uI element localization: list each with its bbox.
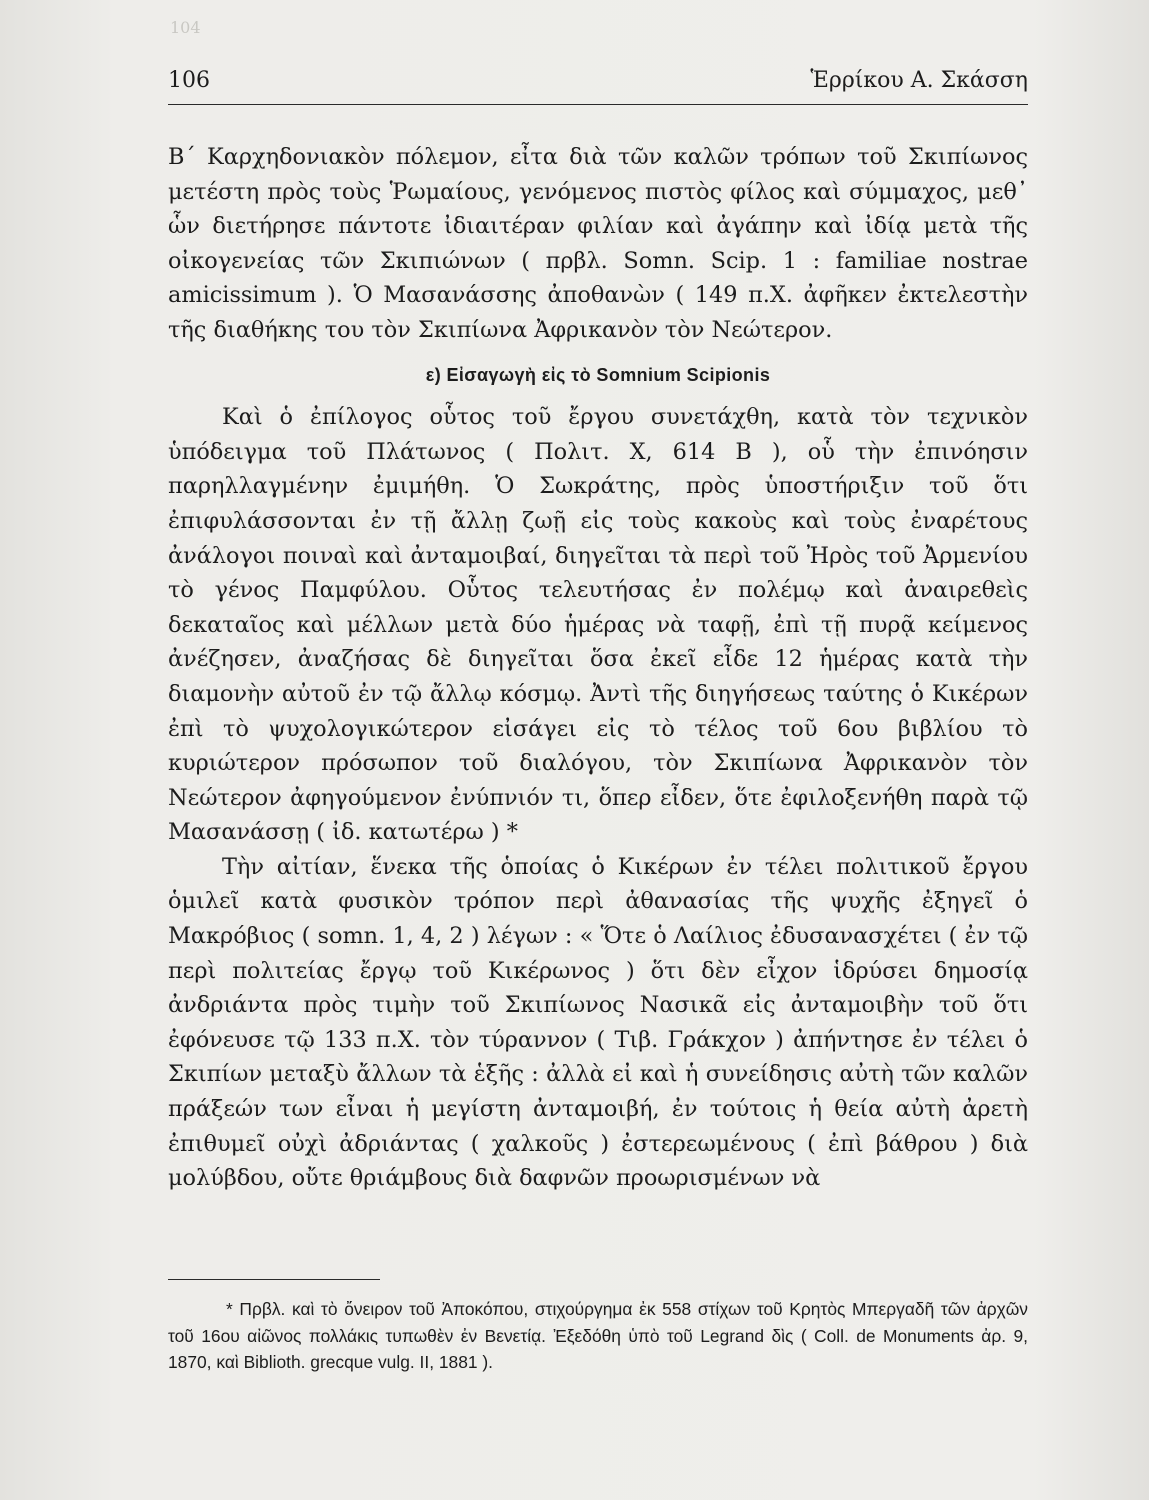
paragraph-continuation: Β΄ Καρχηδονιακὸν πόλεμον, εἶτα διὰ τῶν καλῶν τρόπων τοῦ Σκιπίωνος μετέστη πρὸς τοὺς Ῥωμαίους, γενόμενος πιστὸς φίλος καὶ σύμμαχος, μεθ᾿ ὧν διετήρησε πάντοτε ἰδιαιτέραν φιλίαν καὶ ἀγάπην καὶ ἰδίᾳ μετὰ τῆς οἰκογενείας τῶν Σκιπιώνων ( πρβλ. Somn. Scip. 1 : familiae nostrae amicissimum ). Ὁ Μασανάσσης ἀποθανὼν ( 149 π.Χ. ἀφῆκεν ἐκτελεστὴν τῆς διαθήκης του τὸν Σκιπίωνα Ἀφρικανὸν τὸν Νεώτερον.: [168, 144, 1028, 343]
footnote-text: * Πρβλ. καὶ τὸ ὄνειρον τοῦ Ἀποκόπου, στιχούργημα ἐκ 558 στίχων τοῦ Κρητὸς Μπεργαδῆ τῶν ἀρχῶν τοῦ 16ου αἰῶνος πολλάκις τυπωθὲν ἐν Βενετίᾳ. Ἐξεδόθη ὑπὸ τοῦ Legrand δὶς ( Coll. de Monuments ἀρ. 9, 1870, καὶ Biblioth. grecque vulg. II, 1881 ).: [168, 1299, 1028, 1372]
footnote-rule: [168, 1279, 380, 1280]
section-heading: ε) Εἰσαγωγὴ εἰς τὸ Somnium Scipionis: [425, 364, 771, 385]
bleed-through-page-number: 104: [170, 18, 201, 37]
body-text: [168, 140, 1028, 1196]
running-title: Ἑρρίκου Α. Σκάσση: [810, 68, 1028, 93]
header-rule: [168, 104, 1028, 105]
running-header: [168, 68, 1028, 93]
paragraph-macrobius: Τὴν αἰτίαν, ἕνεκα τῆς ὁποίας ὁ Κικέρων ἐν τέλει πολιτικοῦ ἔργου ὁμιλεῖ κατὰ φυσικὸν τρόπον περὶ ἀθανασίας τῆς ψυχῆς ἐξηγεῖ ὁ Μακρόβιος ( somn. 1, 4, 2 ) λέγων : « Ὅτε ὁ Λαίλιος ἐδυσανασχέτει ( ἐν τῷ περὶ πολιτείας ἔργῳ τοῦ Κικέρωνος ) ὅτι δὲν εἶχον ἱδρύσει δημοσίᾳ ἀνδριάντα πρὸς τιμὴν τοῦ Σκιπίωνος Νασικᾶ εἰς ἀνταμοιβὴν τοῦ ὅτι ἐφόνευσε τῷ 133 π.Χ. τὸν τύραννον ( Τιβ. Γράκχον ) ἀπήντησε ἐν τέλει ὁ Σκιπίων μεταξὺ ἄλλων τὰ ἑξῆς : ἀλλὰ εἰ καὶ ἡ συνείδησις αὐτὴ τῶν καλῶν πράξεών των εἶναι ἡ μεγίστη ἀνταμοιβή, ἐν τούτοις ἡ θεία αὐτὴ ἀρετὴ ἐπιθυμεῖ οὐχὶ ἀδριάντας ( χαλκοῦς ) ἐστερεωμένους ( ἐπὶ βάθρου ) διὰ μολύβδου, οὔτε θριάμβους διὰ δαφνῶν προωρισμένων νὰ: [168, 853, 1028, 1192]
paragraph-introduction: Καὶ ὁ ἐπίλογος οὗτος τοῦ ἔργου συνετάχθη, κατὰ τὸν τεχνικὸν ὑπόδειγμα τοῦ Πλάτωνος ( Πολιτ. Χ, 614 Β ), οὗ τὴν ἐπινόησιν παρηλλαγμένην ἐμιμήθη. Ὁ Σωκράτης, πρὸς ὑποστήριξιν τοῦ ὅτι ἐπιφυλάσσονται ἐν τῇ ἄλλῃ ζωῇ εἰς τοὺς κακοὺς καὶ τοὺς ἐναρέτους ἀνάλογοι ποιναὶ καὶ ἀνταμοιβαί, διηγεῖται τὰ περὶ τοῦ Ἠρὸς τοῦ Ἀρμενίου τὸ γένος Παμφύλου. Οὗτος τελευτήσας ἐν πολέμῳ καὶ ἀναιρεθεὶς δεκαταῖος καὶ μέλλων μετὰ δύο ἡμέρας νὰ ταφῇ, ἐπὶ τῇ πυρᾷ κείμενος ἀνέζησεν, ἀναζήσας δὲ διηγεῖται ὅσα ἐκεῖ εἶδε 12 ἡμέρας κατὰ τὴν διαμονὴν αὐτοῦ ἐν τῷ ἄλλῳ κόσμῳ. Ἀντὶ τῆς διηγήσεως ταύτης ὁ Κικέρων ἐπὶ τὸ ψυχολογικώτερον εἰσάγει εἰς τὸ τέλος τοῦ 6ου βιβλίου τὸ κυριώτερον πρόσωπον τοῦ διαλόγου, τὸν Σκιπίωνα Ἀφρικανὸν τὸν Νεώτερον ἀφηγούμενον ἐνύπνιόν τι, ὅπερ εἶδεν, ὅτε ἐφιλοξενήθη παρὰ τῷ Μασανάσσῃ ( ἰδ. κατωτέρω ) *: [168, 404, 1028, 846]
page-number: 106: [168, 68, 210, 93]
footnote: [168, 1296, 1028, 1376]
